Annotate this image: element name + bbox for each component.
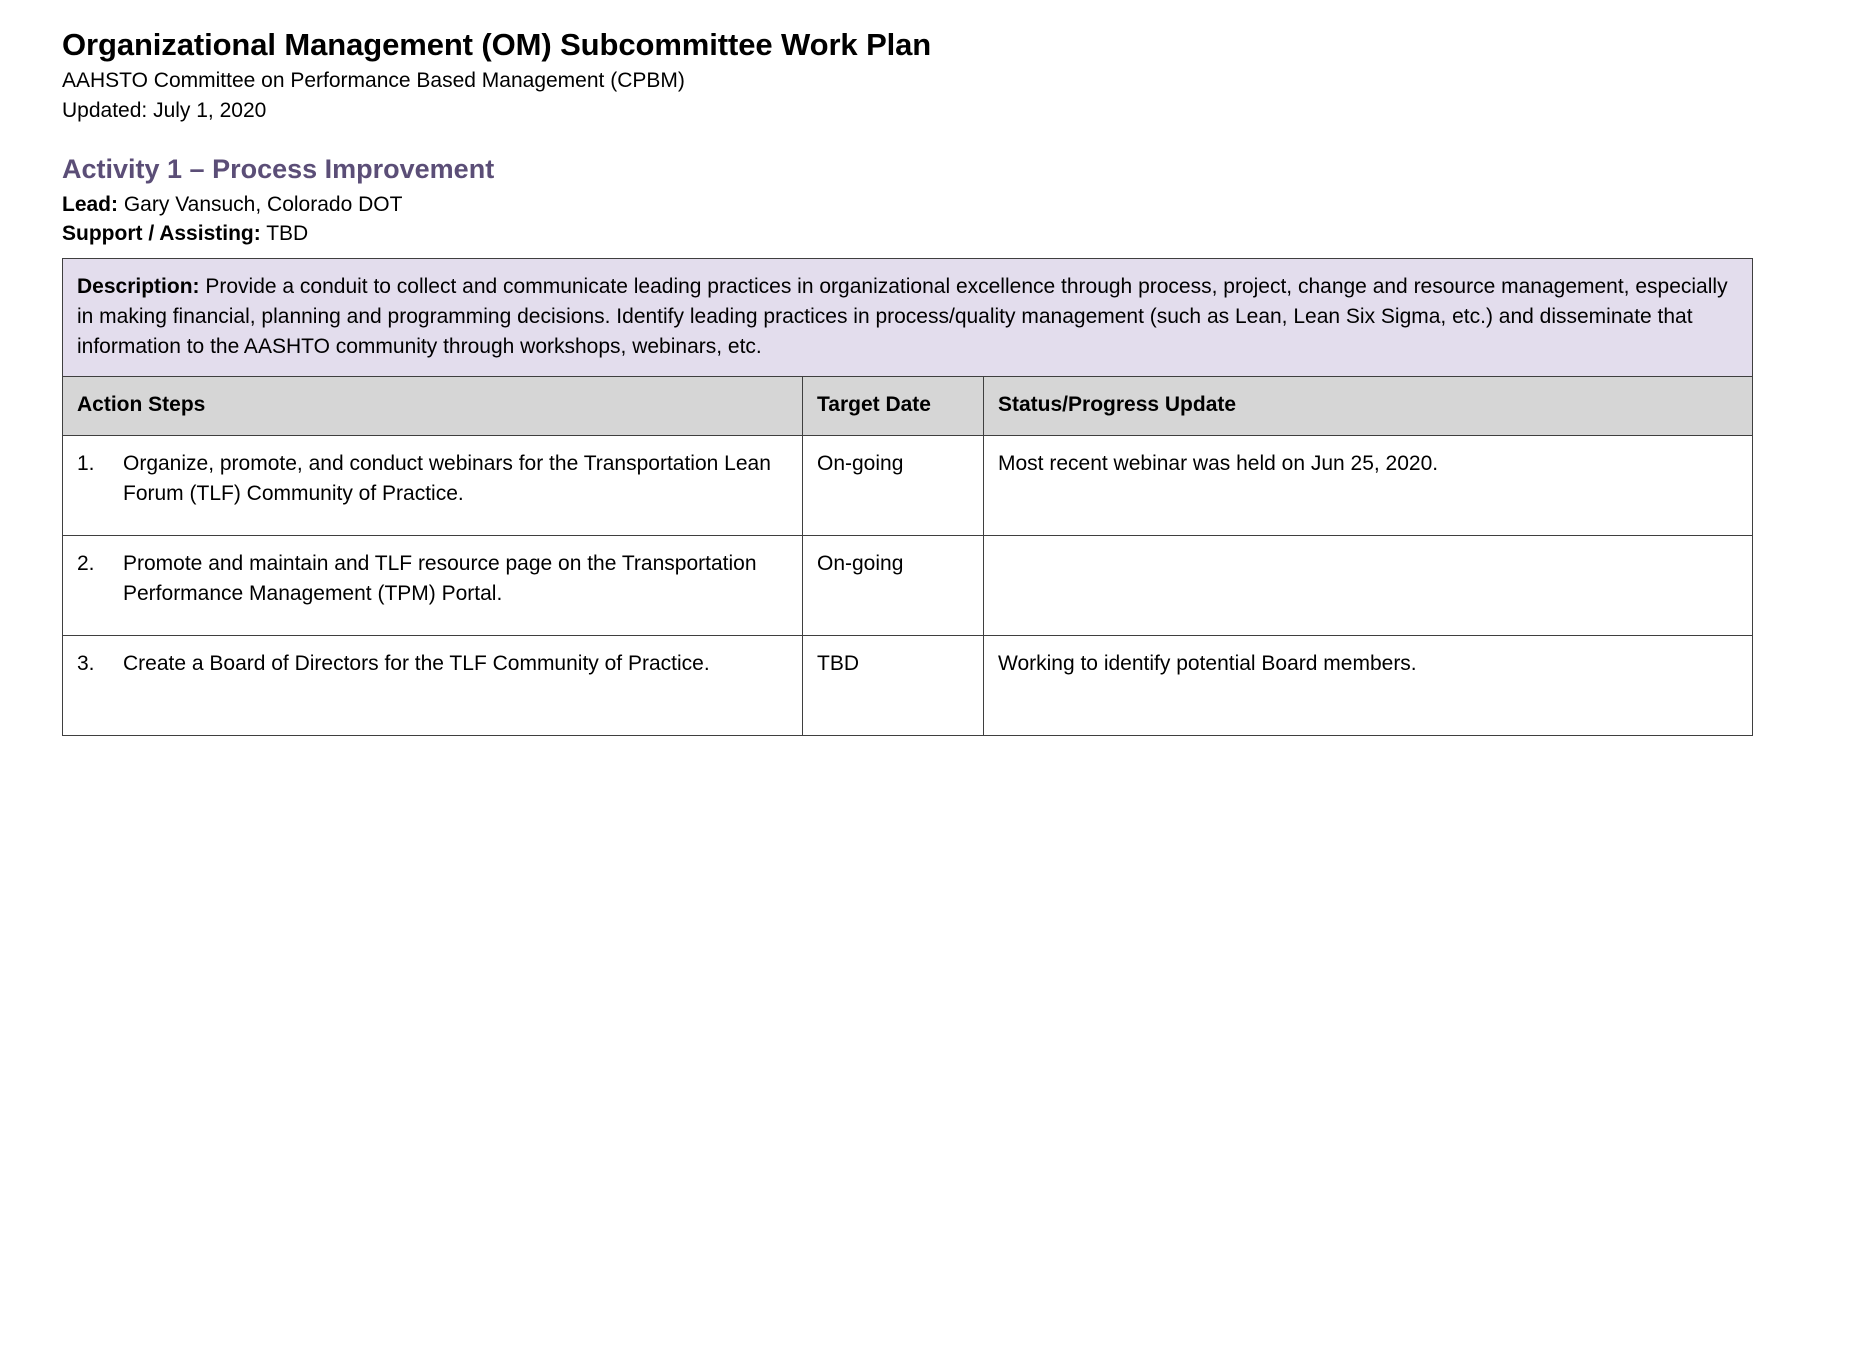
lead-line [62, 191, 1812, 220]
action-step-cell [63, 435, 803, 535]
target-date-cell: On-going [803, 535, 984, 635]
action-step-number: 2. [77, 551, 95, 575]
description-cell [63, 258, 1753, 377]
status-cell: Most recent webinar was held on Jun 25, 2020. [984, 435, 1753, 535]
page-title: Organizational Management (OM) Subcommittee Work Plan [62, 27, 932, 62]
work-plan-table [62, 258, 1753, 736]
status-cell: Working to identify potential Board members. [984, 635, 1753, 735]
action-step-cell [63, 535, 803, 635]
updated-date: Updated: July 1, 2020 [62, 98, 267, 122]
lead-value: Gary Vansuch, Colorado DOT [118, 192, 403, 216]
column-header-action-steps: Action Steps [63, 377, 803, 435]
lead-label: Lead: [62, 192, 119, 216]
table-row [63, 435, 1753, 535]
target-date-cell: On-going [803, 435, 984, 535]
column-header-status: Status/Progress Update [984, 377, 1753, 435]
action-step-cell [63, 635, 803, 735]
target-date-cell: TBD [803, 635, 984, 735]
section-spacer [62, 125, 1812, 153]
action-step-text: Create a Board of Directors for the TLF Community of Practice. [123, 651, 710, 675]
action-step-number: 1. [77, 451, 95, 475]
support-label: Support / Assisting: [62, 221, 261, 245]
table-row [63, 535, 1753, 635]
action-step-text: Promote and maintain and TLF resource page on the Transportation Performance Management (TPM) Portal. [123, 551, 757, 605]
description-label: Description: [77, 274, 200, 298]
description-text: Provide a conduit to collect and communicate leading practices in organizational excellence through process, project, change and resource management, especially in making financial, planning and programming decisions. Identify leading practices in process/quality management (such as Lean, Lean Six Sigma, etc.) and disseminate that information to the AASHTO community through workshops, webinars, etc. [77, 274, 1728, 359]
committee-subtitle: AAHSTO Committee on Performance Based Management (CPBM) [62, 68, 685, 92]
support-value: TBD [260, 221, 309, 245]
status-cell [984, 535, 1753, 635]
action-step-text: Organize, promote, and conduct webinars for the Transportation Lean Forum (TLF) Community of Practice. [123, 451, 771, 505]
table-row [63, 635, 1753, 735]
column-header-target-date: Target Date [803, 377, 984, 435]
work-plan-table-wrapper [62, 258, 1812, 736]
action-step-number: 3. [77, 651, 95, 675]
table-header-row [63, 377, 1753, 435]
support-line [62, 220, 1812, 249]
activity-heading: Activity 1 – Process Improvement [62, 154, 495, 185]
description-row [63, 258, 1753, 377]
